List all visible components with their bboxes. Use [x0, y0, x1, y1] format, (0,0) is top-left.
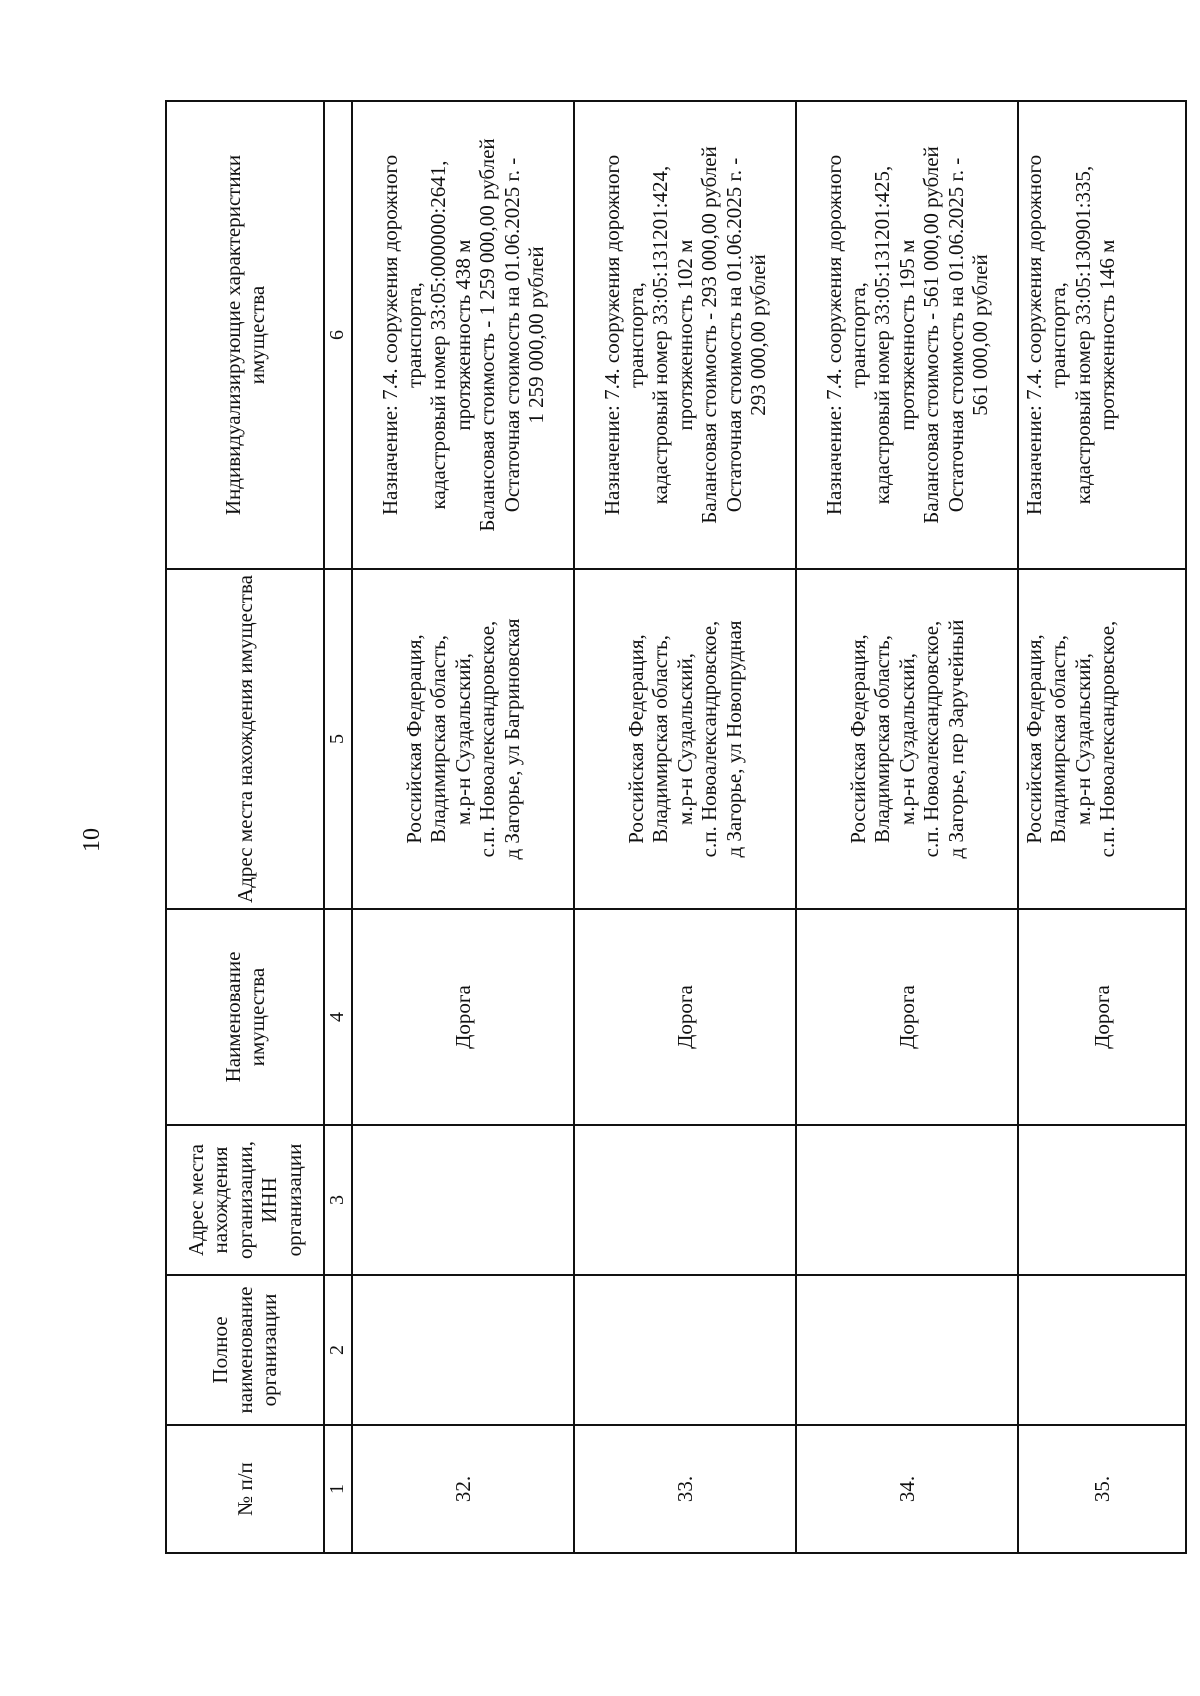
property-table [165, 100, 1187, 1554]
rotated-table-wrapper [165, 102, 1120, 1554]
table-row [574, 101, 796, 1553]
property-address [796, 569, 1018, 909]
address-line: м.р-н Суздальский, [894, 653, 919, 825]
characteristic-line: протяженность 195 м [894, 239, 919, 431]
org-address-cell [352, 1125, 574, 1275]
property-name: Дорога [796, 909, 1018, 1125]
property-name: Дорога [352, 909, 574, 1125]
property-name: Дорога [1018, 909, 1186, 1125]
row-number: 34. [796, 1425, 1018, 1553]
address-line: Российская Федерация, [846, 634, 871, 844]
characteristic-line: Назначение: 7.4. сооружения дорожного [377, 154, 402, 516]
characteristic-line: протяженность 146 м [1095, 239, 1120, 431]
address-line: Владимирская область, [426, 635, 451, 843]
property-address [1018, 569, 1186, 909]
property-address [352, 569, 574, 909]
row-number: 32. [352, 1425, 574, 1553]
page-number: 10 [79, 828, 105, 852]
column-number: 4 [324, 909, 352, 1125]
address-line: с.п. Новоалександровское, [1095, 620, 1120, 858]
org-name-cell [1018, 1275, 1186, 1425]
address-line: м.р-н Суздальский, [450, 653, 475, 825]
table-row [1018, 101, 1186, 1553]
column-number: 2 [324, 1275, 352, 1425]
characteristic-line: Балансовая стоимость - 293 000,00 рублей [697, 146, 722, 524]
org-name-cell [574, 1275, 796, 1425]
column-number-row [324, 101, 352, 1553]
address-line: с.п. Новоалександровское, [697, 620, 722, 858]
org-name-cell [796, 1275, 1018, 1425]
header-row [166, 101, 324, 1553]
property-characteristics [796, 101, 1018, 569]
org-address-cell [1018, 1125, 1186, 1275]
characteristic-line: Назначение: 7.4. сооружения дорожного [599, 154, 624, 516]
header-org-address: Адрес места нахождения организации, ИНН организации [166, 1125, 324, 1275]
address-line: Российская Федерация, [624, 634, 649, 844]
property-characteristics [352, 101, 574, 569]
address-line: Владимирская область, [648, 635, 673, 843]
characteristic-line: 1 259 000,00 рублей [523, 246, 548, 424]
characteristic-line: Назначение: 7.4. сооружения дорожного [1022, 154, 1046, 516]
org-address-cell [796, 1125, 1018, 1275]
characteristic-line: Остаточная стоимость на 01.06.2025 г. - [721, 157, 746, 513]
header-org-name: Полное наименование организации [166, 1275, 324, 1425]
characteristic-line: 293 000,00 рублей [745, 254, 770, 416]
characteristic-line: Балансовая стоимость - 1 259 000,00 рублей [475, 138, 500, 532]
address-line: Российская Федерация, [402, 634, 427, 844]
address-line: д Загорье, ул Багриновская [499, 618, 524, 860]
address-line: Владимирская область, [870, 635, 895, 843]
header-characteristics: Индивидуализирующие характеристики имущества [166, 101, 324, 569]
org-address-cell [574, 1125, 796, 1275]
characteristic-line: кадастровый номер 33:05:131201:425, [870, 165, 895, 505]
row-number: 33. [574, 1425, 796, 1553]
address-line: с.п. Новоалександровское, [475, 620, 500, 858]
characteristic-line: кадастровый номер 33:05:000000:2641, [426, 160, 451, 510]
column-number: 5 [324, 569, 352, 909]
characteristic-line: транспорта, [1046, 282, 1071, 388]
header-property-address: Адрес места нахождения имущества [166, 569, 324, 909]
column-number: 1 [324, 1425, 352, 1553]
characteristic-line: кадастровый номер 33:05:130901:335, [1070, 165, 1095, 505]
characteristic-line: транспорта, [624, 282, 649, 388]
header-num: № п/п [166, 1425, 324, 1553]
table-row [352, 101, 574, 1553]
characteristic-line: протяженность 438 м [450, 239, 475, 431]
address-line: с.п. Новоалександровское, [919, 620, 944, 858]
characteristic-line: протяженность 102 м [672, 239, 697, 431]
characteristic-line: 561 000,00 рублей [967, 254, 992, 416]
org-name-cell [352, 1275, 574, 1425]
column-number: 6 [324, 101, 352, 569]
address-line: Российская Федерация, [1022, 634, 1046, 844]
address-line: д Загорье, пер Заручейный [943, 619, 968, 859]
characteristic-line: Остаточная стоимость на 01.06.2025 г. - [499, 157, 524, 513]
characteristic-line: Остаточная стоимость на 01.06.2025 г. - [943, 157, 968, 513]
characteristic-line: транспорта, [402, 282, 427, 388]
property-characteristics [1018, 101, 1186, 569]
table-row [796, 101, 1018, 1553]
address-line: м.р-н Суздальский, [672, 653, 697, 825]
property-characteristics [574, 101, 796, 569]
row-number: 35. [1018, 1425, 1186, 1553]
characteristic-line: кадастровый номер 33:05:131201:424, [648, 165, 673, 505]
address-line: д Загорье, ул Новопрудная [721, 620, 746, 858]
address-line: Владимирская область, [1046, 635, 1071, 843]
header-property-name: Наименование имущества [166, 909, 324, 1125]
address-line: м.р-н Суздальский, [1070, 653, 1095, 825]
characteristic-line: Назначение: 7.4. сооружения дорожного [821, 154, 846, 516]
column-number: 3 [324, 1125, 352, 1275]
characteristic-line: транспорта, [846, 282, 871, 388]
property-name: Дорога [574, 909, 796, 1125]
property-address [574, 569, 796, 909]
characteristic-line: Балансовая стоимость - 561 000,00 рублей [919, 146, 944, 524]
